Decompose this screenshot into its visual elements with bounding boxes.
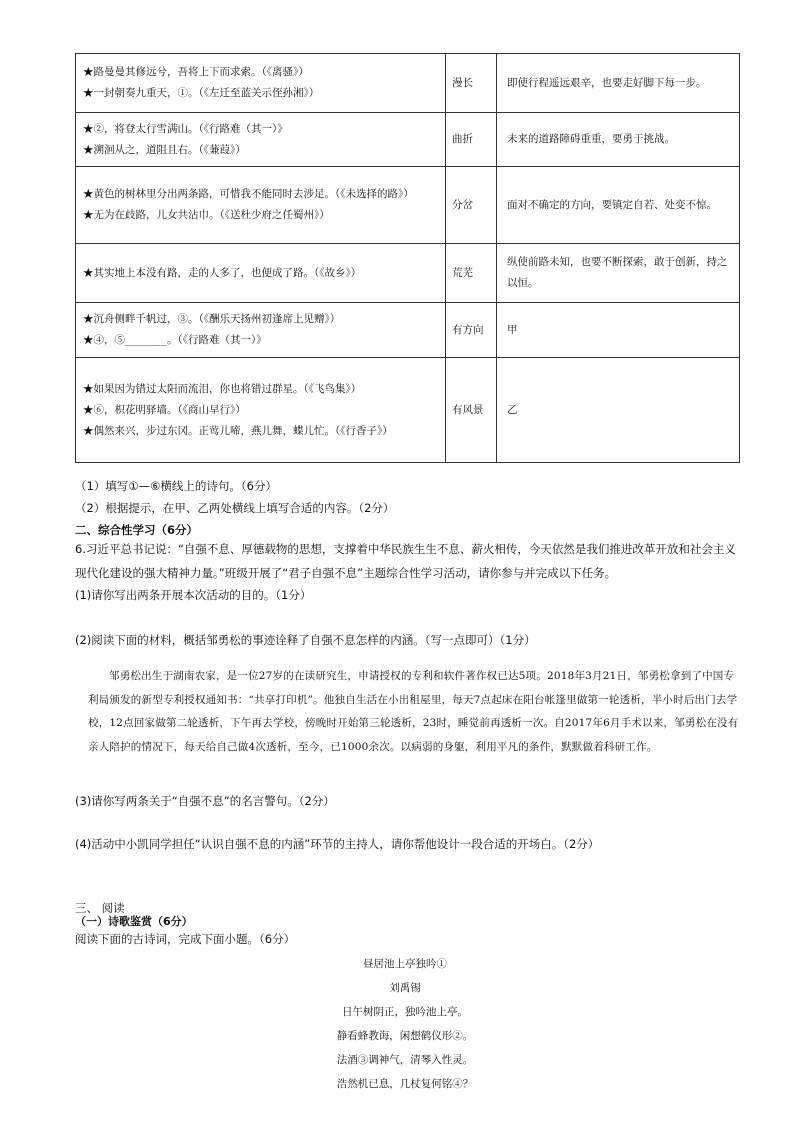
quote-line: ★②，将登太行雪满山。（《行路难（其一）》	[83, 122, 288, 135]
question-6-4: (4)活动中小凯同学担任“认识自强不息的内涵”环节的主持人，请你帮他设计一段合适的开场白。（2分）	[75, 837, 600, 851]
quote-cell	[76, 54, 446, 113]
section-2-title: 二、综合性学习（6分）	[75, 523, 199, 537]
quote-line: ★偶然来兴，步过东冈。正莺儿啼，燕儿舞，蝶儿忙。（《行香子》）	[83, 424, 393, 437]
question-6-3: (3)请你写两条关于“自强不息”的名言警句。（2分）	[75, 794, 335, 808]
poem-line: 浩然机已息，几杖复何铭④？	[336, 1078, 474, 1090]
quote-line: ★一封朝奏九重天，①。（《左迁至蓝关示侄孙湘》）	[83, 87, 320, 99]
quote-cell	[76, 167, 446, 244]
question-6-stem: 6.习近平总书记说：“自强不息、厚德载物的思想，支撑着中华民族生生不息、薪火相传，今天依然是我们推进改革开放和社会主义现代化建设的强大精神力量。”班级开展了“君子自强不息”主题综合性学习活动，请你参与并完成以下任务。	[75, 542, 736, 580]
poem-author: 刘禹锡	[389, 982, 421, 994]
quote-line: ★黄色的树林里分出两条路，可惜我不能同时去涉足。（《未选择的路》）	[83, 188, 414, 200]
table-row	[76, 244, 740, 303]
table-row	[76, 358, 740, 463]
keyword-cell: 荒芜	[446, 244, 497, 303]
meaning-cell: 即使行程遥远艰辛，也要走好脚下每一步。	[497, 54, 740, 113]
quote-line: ★路曼曼其修远兮，吾将上下而求索。（《离骚》）	[83, 66, 309, 78]
poem-line: 日午树阴正，独吟池上亭。	[342, 1006, 468, 1018]
answer-slot-jia: 甲	[497, 303, 740, 358]
section-3-title: 三、 阅读	[75, 901, 125, 915]
answer-slot-yi: 乙	[497, 358, 740, 463]
reading-material: 邹勇松出生于湖南农家，是一位27岁的在读研究生，申请授权的专利和软件著作权已达5项。2018年3月21日，邹勇松拿到了中国专利局颁发的新型专利授权通知书：“共享打印机”。他独自生活在小出租屋里，每天7点起床在阳台帐篷里做第一轮透析，半小时后出门去学校，12点回家做第二轮透析，下午再去学校，傍晚时开始第三轮透析，23时，睡觉前再透析一次。自2017年6月手术以来，邹勇松在没有亲人陪护的情况下，每天给自己做4次透析，至今，已1000余次。以病弱的身躯，利用平凡的条件，默默做着科研工作。	[88, 670, 739, 753]
quote-cell	[76, 244, 446, 303]
keyword-cell: 有风景	[446, 358, 497, 463]
keyword-cell: 曲折	[446, 113, 497, 167]
keyword-cell: 漫长	[446, 54, 497, 113]
meaning-cell: 面对不确定的方向，要镇定自若、处变不惊。	[497, 167, 740, 244]
meaning-cell: 纵使前路未知，也要不断探索，敢于创新，持之以恒。	[497, 244, 740, 303]
quote-line: ★无为在歧路，儿女共沾巾。（《送杜少府之任蜀州》）	[83, 209, 330, 221]
poem-line: 法酒③调神气，清琴入性灵。	[336, 1054, 474, 1066]
poem-block	[300, 952, 510, 1096]
quote-line: ★④，⑤________。（《行路难（其一）》	[83, 334, 267, 346]
quote-cell	[76, 303, 446, 358]
quote-cell	[76, 113, 446, 167]
quote-cell	[76, 358, 446, 463]
question-fill-hints: （2）根据提示，在甲、乙两处横线上填写合适的内容。（2分）	[75, 501, 395, 515]
keyword-cell: 有方向	[446, 303, 497, 358]
quote-line: ★其实地上本没有路，走的人多了，也便成了路。（《故乡》）	[83, 266, 362, 279]
question-6-1: (1)请你写出两条开展本次活动的目的。（1分）	[75, 588, 312, 602]
table-row	[76, 113, 740, 167]
quote-line: ★沉舟侧畔千帆过，③。（《酬乐天扬州初逢席上见赠》）	[83, 313, 341, 325]
poem-line: 静看蜂教诲，闲想鹤仪形②。	[336, 1030, 474, 1042]
keyword-cell: 分岔	[446, 167, 497, 244]
question-6-2: (2)阅读下面的材料，概括邹勇松的事迹诠释了自强不息怎样的内涵。（写一点即可）（1分）	[75, 633, 536, 647]
question-fill-blanks: （1）填写①—⑥横线上的诗句。（6分）	[75, 479, 278, 493]
quote-line: ★⑥，枳花明驿墙。（《商山早行》）	[83, 403, 246, 416]
table-row	[76, 54, 740, 113]
table-row	[76, 167, 740, 244]
section-3-subtitle: （一）诗歌鉴赏（6分）	[75, 915, 193, 928]
poem-instruction: 阅读下面的古诗词，完成下面小题。（6分）	[75, 932, 296, 946]
quote-line: ★溯洄从之，道阻且右。（《蒹葭》）	[83, 143, 246, 156]
poem-title: 昼居池上亭独吟①	[363, 958, 447, 970]
quote-line: ★如果因为错过太阳而流泪，你也将错过群星。（《飞鸟集》）	[83, 382, 362, 395]
meaning-cell: 未来的道路障碍重重，要勇于挑战。	[497, 113, 740, 167]
table-row	[76, 303, 740, 358]
poem-topic-table	[75, 53, 740, 463]
